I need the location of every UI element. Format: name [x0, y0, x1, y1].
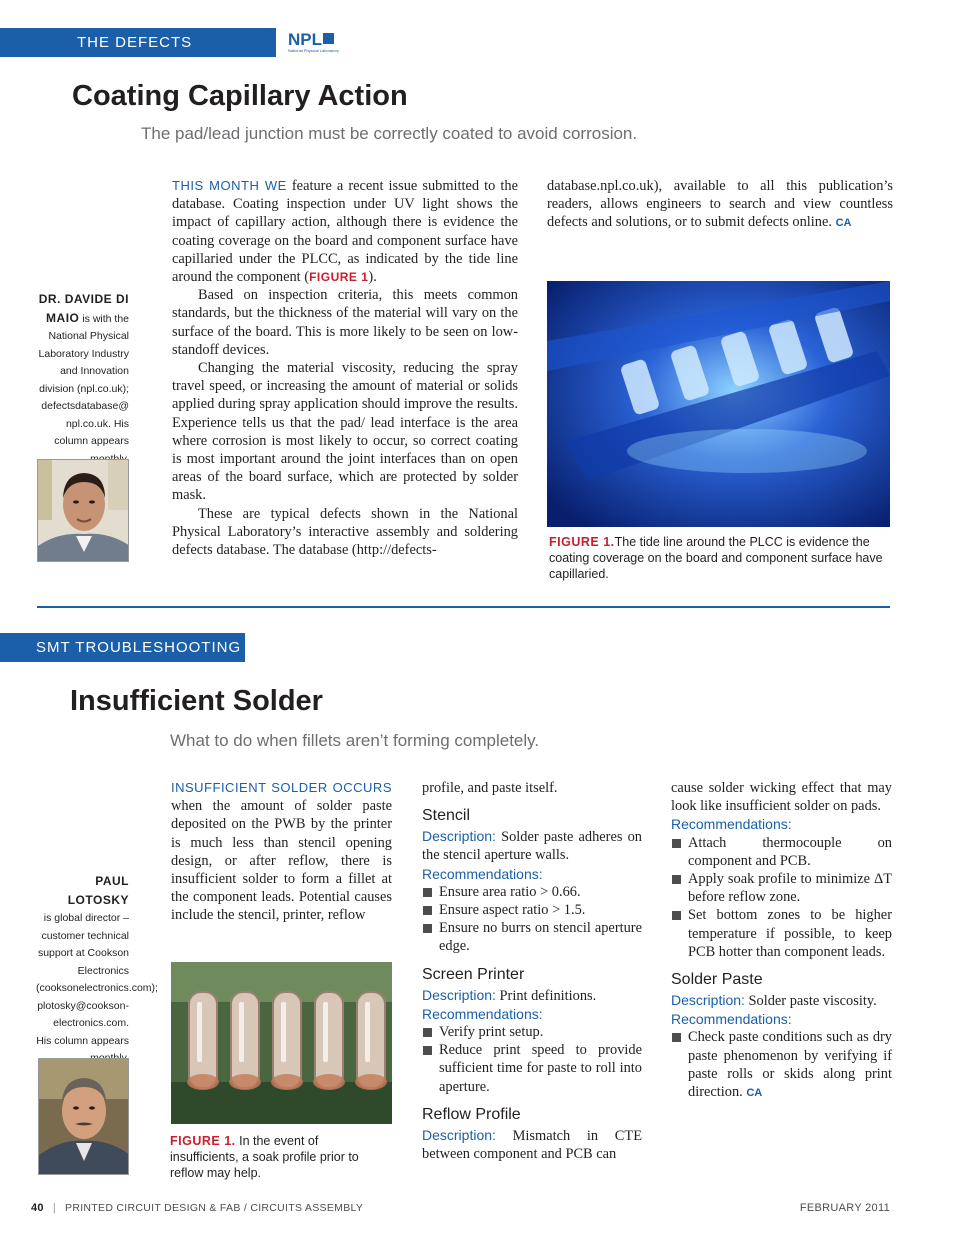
recommendations-label: Recommendations:	[422, 1005, 543, 1022]
article-column-1	[172, 177, 518, 559]
bullet-item	[671, 1028, 892, 1102]
description-text: Solder paste adheres on the stencil aperture walls.	[422, 829, 642, 864]
article-subtitle-insufficient-solder: What to do when fillets aren’t forming completely.	[170, 731, 540, 750]
paragraph-5: database.npl.co.uk), available to all this publication’s readers, allows engineers to search and view countless defects and solutions, or to submit defects online.	[547, 178, 893, 231]
subhead-stencil: Stencil	[422, 807, 471, 825]
paragraph-2: Based on inspection criteria, this meets common standards, but the thickness of the material will vary on the surface of the board. This is more likely to be seen on low-standoff devices.	[172, 287, 518, 358]
description-label: Description:	[422, 1126, 496, 1143]
figure-reference: FIGURE 1	[309, 270, 369, 285]
section-banner-defects-database: THE DEFECTS DATABASE	[0, 28, 276, 57]
paragraph-4: These are typical defects shown in the National Physical Laboratory’s interactive assembly and soldering defects database. The database (http://defects-	[172, 505, 518, 559]
article-column-5	[671, 779, 892, 1102]
article-column-3	[171, 779, 392, 925]
paragraph-1a: feature a recent issue submitted to the database. Coating inspection under UV light shows the impact of capillary action, although there is evidence the coating coverage on the board and component surface have capillaried under the PLCC, as indicated by the tide line around the component (	[172, 178, 518, 286]
article-column-2	[547, 177, 893, 233]
article-title-coating: Coating Capillary Action	[72, 80, 408, 112]
subhead-reflow-profile: Reflow Profile	[422, 1105, 521, 1123]
bullet-text: Check paste conditions such as dry paste phenomenon by verifying if paste rolls or skids along print direction.	[688, 1029, 892, 1101]
author-name: PAUL LOTOSKY	[67, 874, 129, 907]
npl-logo	[288, 30, 348, 56]
subhead-solder-paste: Solder Paste	[671, 971, 763, 989]
caption-label: FIGURE 1.	[549, 535, 615, 549]
author-bio-di-maio	[34, 291, 129, 468]
continuation-text: profile, and paste itself.	[422, 780, 558, 796]
author-photo-di-maio	[37, 459, 129, 562]
npl-logo-square	[323, 33, 334, 44]
figure-plcc-uv-image	[547, 281, 890, 527]
caption-label: FIGURE 1.	[170, 1134, 236, 1148]
description-label: Description:	[671, 992, 745, 1009]
article-subtitle-coating: The pad/lead junction must be correctly coated to avoid corrosion.	[141, 124, 638, 143]
bullet-item: Ensure area ratio > 0.66.	[422, 883, 642, 901]
recommendations-label: Recommendations:	[671, 816, 792, 833]
bullet-item: Verify print setup.	[422, 1023, 642, 1041]
footer-date: FEBRUARY 2011	[799, 1202, 890, 1214]
author-photo-lotosky	[38, 1058, 129, 1175]
end-mark: CA	[835, 217, 852, 230]
figure-1-caption-section2	[170, 1133, 385, 1181]
npl-logo-subtext: National Physical Laboratory	[288, 48, 339, 53]
paragraph-3: Changing the material viscosity, reducing the spray travel speed, or increasing the amount of material or solids applied during spray application should improve the results. Experience tells us that the pad/ lead interface is the area where corrosion is most likely to occur, so correct coating is most important around the joint interfaces than on open areas of the board surface, which are protected by solder mask.	[172, 360, 518, 504]
figure-1-caption	[549, 534, 894, 582]
author-bio-lotosky	[36, 873, 158, 1068]
description-label: Description:	[422, 986, 496, 1003]
subhead-screen-printer: Screen Printer	[422, 965, 525, 983]
description-label: Description:	[422, 828, 496, 845]
description-text: Print definitions.	[495, 987, 597, 1004]
article-title-insufficient-solder: Insufficient Solder	[70, 685, 323, 717]
end-mark: CA	[746, 1087, 763, 1100]
footer-left	[31, 1202, 363, 1214]
article-column-4	[422, 779, 642, 1163]
caption-text: In the event of insufficients, a soak profile prior to reflow may help.	[170, 1134, 359, 1180]
recommendations-label: Recommendations:	[671, 1011, 792, 1028]
author-bio-text: is global director – customer technical support at Cookson Electronics (cooksonelectronics.com); plotosky@cookson- electronics.com. His column appears	[36, 912, 158, 1047]
bullet-item: Ensure aspect ratio > 1.5.	[422, 901, 642, 919]
continuation-text: cause solder wicking effect that may look like insufficient solder on pads.	[671, 780, 892, 815]
lead-in: THIS MONTH WE	[172, 178, 287, 193]
caption-text: The tide line around the PLCC is evidence the coating coverage on the board and component surface have capillaried.	[549, 535, 883, 581]
figure-solder-fillet-image	[171, 962, 392, 1124]
page-number: 40	[31, 1202, 44, 1214]
section-banner-smt-troubleshooting: SMT TROUBLESHOOTING	[0, 633, 245, 662]
author-name: DR. DAVIDE DI MAIO	[38, 292, 129, 325]
bullet-item: Apply soak profile to minimize ΔT before reflow zone.	[671, 870, 892, 906]
bullet-item: Reduce print speed to provide sufficient time for paste to roll into aperture.	[422, 1041, 642, 1096]
lead-in: INSUFFICIENT SOLDER OCCURS	[171, 780, 392, 795]
npl-logo-text: NPL	[288, 30, 322, 49]
paragraph-1b: ).	[368, 269, 377, 286]
recommendations-label: Recommendations:	[422, 865, 543, 882]
author-bio-text: is with the National Physical Laboratory Industry and Innovation division (npl.co.uk); defectsdatabase@ npl.co.uk. His column appears	[38, 312, 129, 447]
bullet-item: Ensure no burrs on stencil aperture edge.	[422, 919, 642, 955]
description-text: Mismatch in CTE between component and PCB can	[422, 1127, 642, 1163]
footer-separator: |	[52, 1202, 57, 1214]
publication-name: PRINTED CIRCUIT DESIGN & FAB / CIRCUITS ASSEMBLY	[65, 1202, 364, 1214]
description-text: Solder paste viscosity.	[744, 993, 877, 1010]
section-divider	[37, 606, 890, 608]
bullet-item: Attach thermocouple on component and PCB.	[671, 834, 892, 870]
bullet-item: Set bottom zones to be higher temperature if possible, to keep PCB hotter than component leads.	[671, 906, 892, 961]
intro-paragraph: when the amount of solder paste deposited on the PWB by the printer is much less than stencil opening design, or after reflow, there is insufficient solder to form a fillet at the component leads. Potential causes include the stencil, printer, reflow	[171, 798, 392, 924]
